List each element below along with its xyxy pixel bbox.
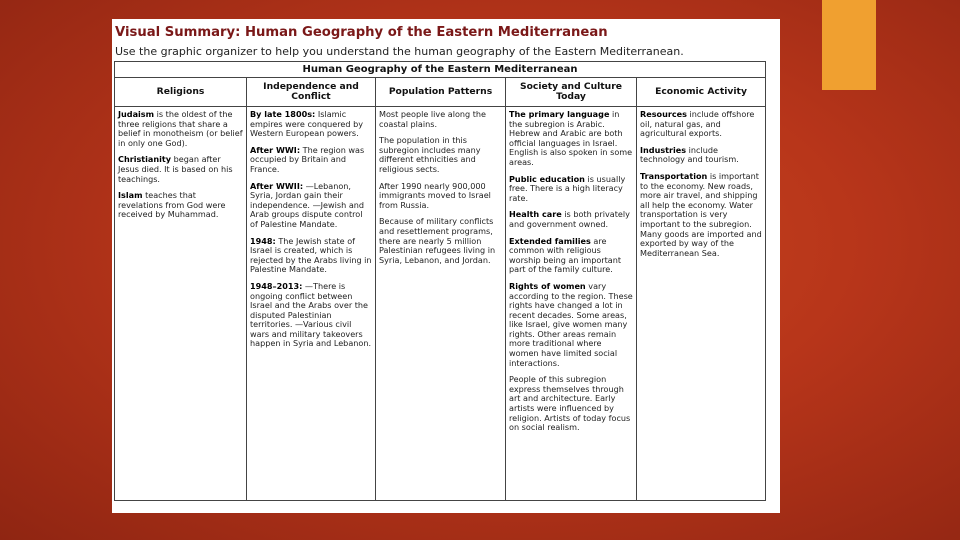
table-entry: Because of military conflicts and resettlement programs, there are nearly 5 million Palestinian refugees living in Syria, Lebanon, and Jordan. [379,216,496,265]
table-entry: 1948–2013: —There is ongoing conflict between Israel and the Arabs over the disputed Palestinian territories. —Various civil wars and military takeovers happen in Syria and Lebanon. [250,280,372,349]
table-entry: Extended families are common with religious worship being an important part of the family culture. [509,235,622,275]
header-independence: Independence and Conflict [247,78,376,106]
independence-cell [247,107,376,501]
header-society: Society and Culture Today [506,78,637,106]
economic-cell [637,107,765,501]
table-entry: 1948: The Jewish state of Israel is created, which is rejected by the Arabs living in Palestine Mandate. [250,235,372,275]
table-entry: Rights of women vary according to the region. These rights have changed a lot in recent decades. Some areas, like Israel, give women many rights. Other areas remain more traditional where women have limited social interactions. [509,280,633,368]
table-entry: The population in this subregion includes many different ethnicities and religious sects. [379,135,481,174]
header-population: Population Patterns [376,78,506,106]
header-economic: Economic Activity [655,86,747,97]
table-body-row [115,107,765,501]
population-cell [376,107,506,501]
table-title: Human Geography of the Eastern Mediterranean [115,62,765,78]
religions-cell [115,107,247,501]
header-religions: Religions [115,78,247,106]
document-instructions: Use the graphic organizer to help you understand the human geography of the Eastern Mediterranean. [115,45,684,58]
table-entry: Public education is usually free. There is a high literacy rate. [509,173,626,203]
table-entry: Judaism is the oldest of the three religions that share a belief in monotheism (or belief in only one God). [118,109,243,148]
table-entry: Christianity began after Jesus died. It is based on his teachings. [118,154,233,184]
table-entry: By late 1800s: Islamic empires were conquered by Western European powers. [250,109,364,139]
accent-bar [822,0,876,90]
table-entry: Health care is both privately and government owned. [509,209,630,229]
society-cell [506,107,637,501]
graphic-organizer-table [114,61,766,501]
table-entry: Islam teaches that revelations from God were received by Muhammad. [118,190,226,220]
document-title: Visual Summary: Human Geography of the Eastern Mediterranean [115,25,608,40]
table-entry: People of this subregion express themselves through art and architecture. Early artists were influenced by religion. Artists of today focus on social realism. [509,374,631,433]
table-entry: After WWI: The region was occupied by Britain and France. [250,144,365,174]
table-entry: Transportation is important to the economy. New roads, more air travel, and shipping all help the economy. Water transportation is very important to the subregion. Many goods are imported and exported by way of the Mediterranean Sea. [640,170,762,258]
table-entry: After 1990 nearly 900,000 immigrants moved to Israel from Russia. [379,180,491,210]
table-entry: After WWII: —Lebanon, Syria, Jordan gain their independence. —Jewish and Arab groups dispute control of Palestine Mandate. [250,180,365,229]
table-entry: Resources include offshore oil, natural gas, and agricultural exports. [640,109,755,139]
document-sheet [112,19,780,513]
table-header-row [115,78,765,107]
table-entry: Most people live along the coastal plains. [379,109,487,129]
table-entry: Industries include technology and tourism. [640,144,739,165]
table-entry: The primary language in the subregion is Arabic. Hebrew and Arabic are both official languages in Israel. English is also spoken in some areas. [509,109,633,167]
